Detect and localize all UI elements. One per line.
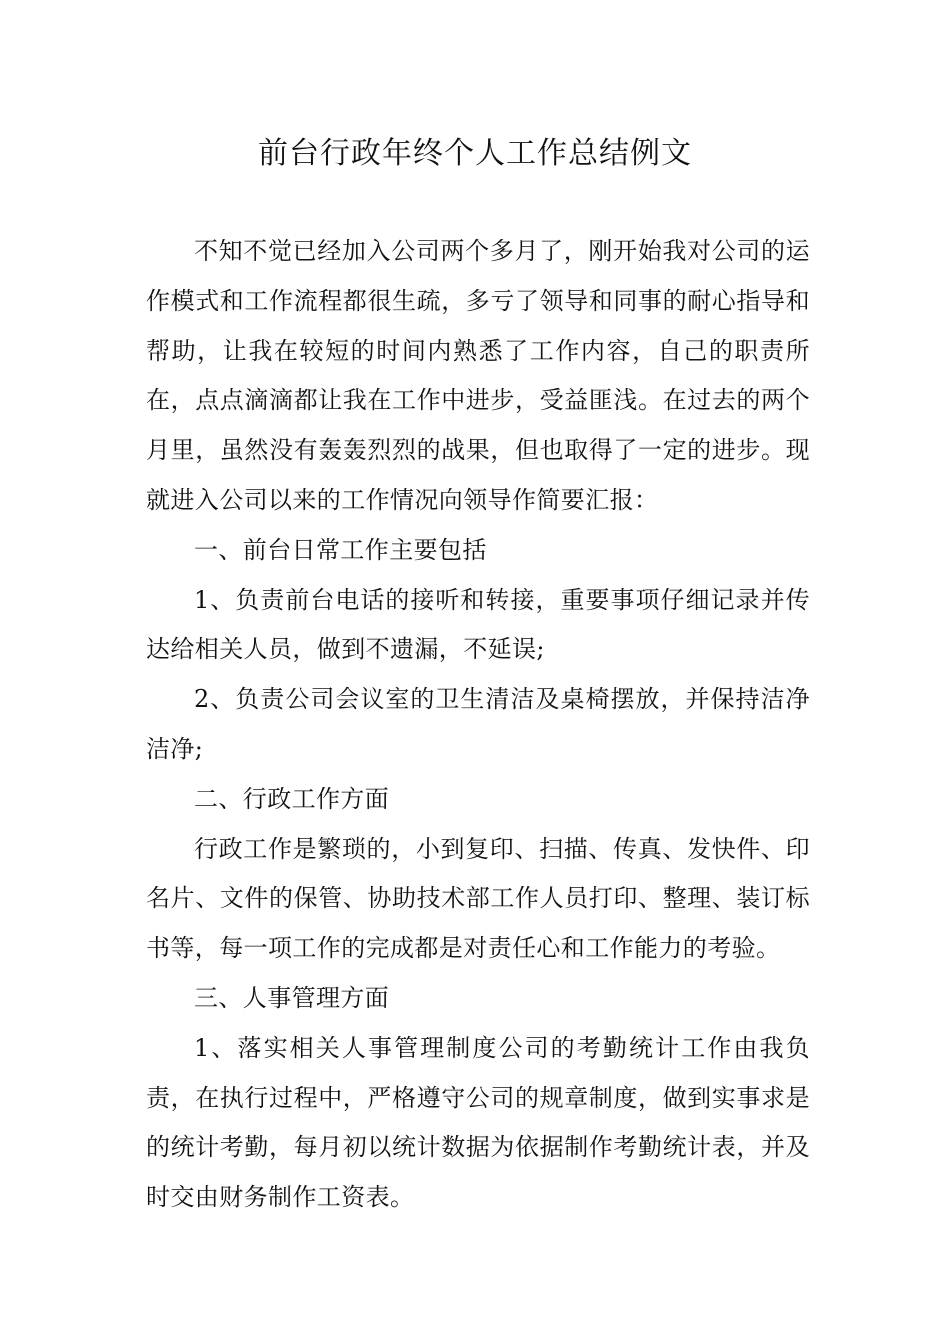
- document-title: 前台行政年终个人工作总结例文: [258, 136, 692, 171]
- section-heading-administration: 二、行政工作方面: [194, 784, 390, 813]
- section-heading-personnel: 三、人事管理方面: [194, 983, 390, 1012]
- paragraph-item-meeting-room: 2、负责公司会议室的卫生清洁及桌椅摆放，并保持洁净洁净;: [146, 685, 810, 763]
- section-heading-front-desk: 一、前台日常工作主要包括: [194, 535, 487, 564]
- paragraph-administration: 行政工作是繁琐的，小到复印、扫描、传真、发快件、印名片、文件的保管、协助技术部工作人员打印、整理、装订标书等，每一项工作的完成都是对责任心和工作能力的考验。: [146, 834, 810, 963]
- paragraph-item-phone: 1、负责前台电话的接听和转接，重要事项仔细记录并传达给相关人员，做到不遗漏，不延误;: [146, 585, 810, 664]
- paragraph-item-attendance: 1、落实相关人事管理制度公司的考勤统计工作由我负责，在执行过程中，严格遵守公司的规章制度，做到实事求是的统计考勤，每月初以统计数据为依据制作考勤统计表，并及时交由财务制作工资表。: [146, 1033, 810, 1212]
- document-body: [146, 227, 810, 1223]
- paragraph-intro: 不知不觉已经加入公司两个多月了，刚开始我对公司的运作模式和工作流程都很生疏，多亏了领导和同事的耐心指导和帮助，让我在较短的时间内熟悉了工作内容，自己的职责所在，点点滴滴都让我在工作中进步，受益匪浅。在过去的两个月里，虽然没有轰轰烈烈的战果，但也取得了一定的进步。现就进入公司以来的工作情况向领导作简要汇报：: [146, 237, 810, 514]
